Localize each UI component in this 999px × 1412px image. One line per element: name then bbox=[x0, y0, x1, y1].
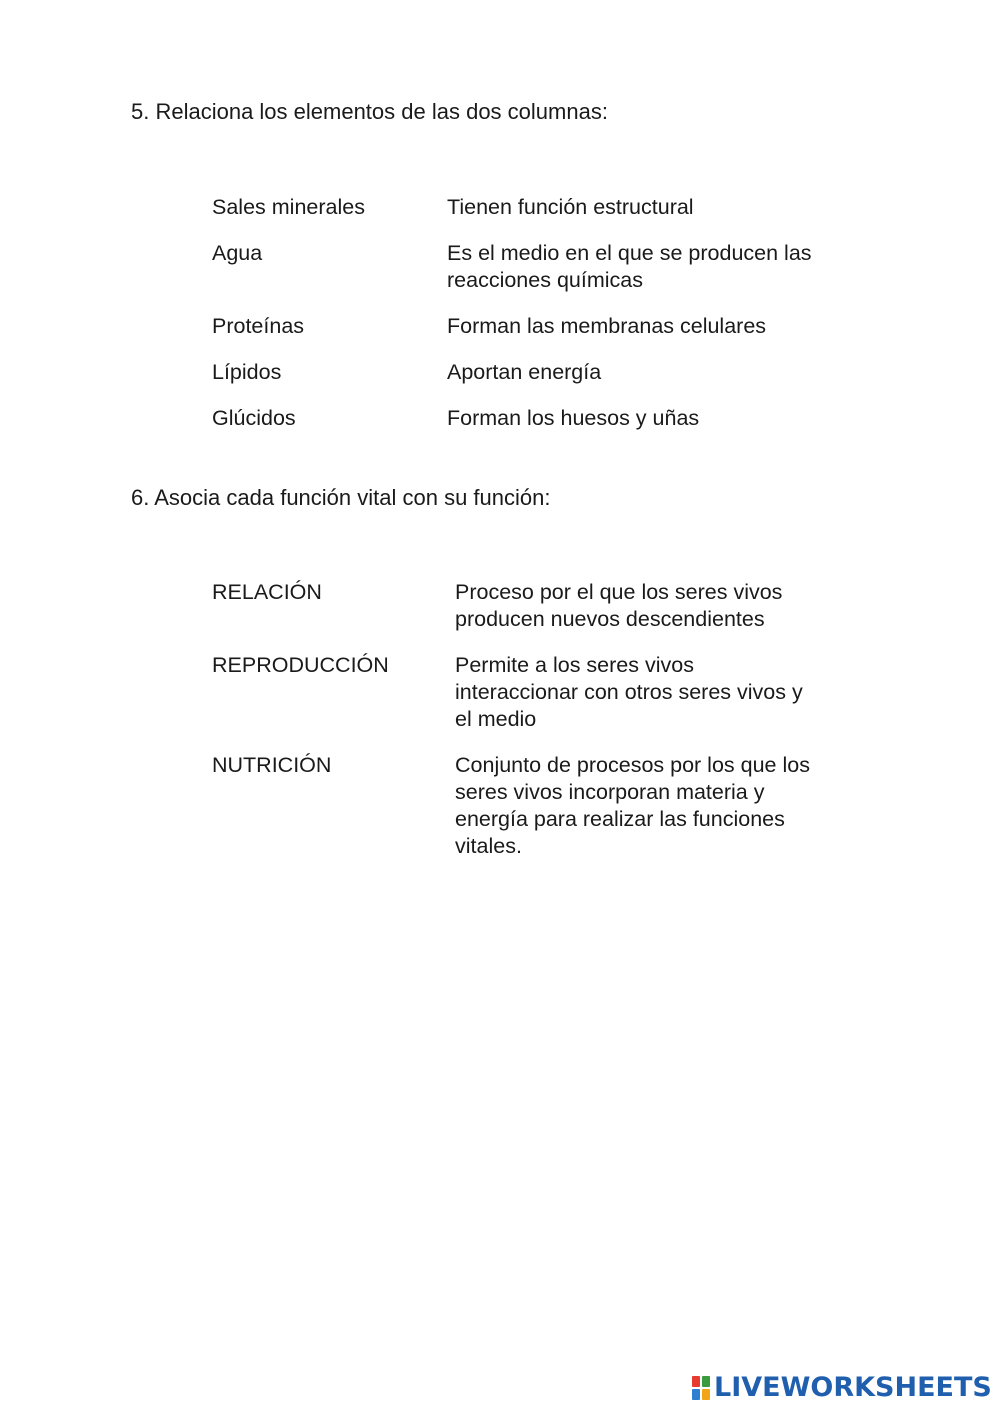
liveworksheets-logo bbox=[692, 1373, 992, 1403]
left-column-item[interactable]: Glúcidos bbox=[212, 406, 296, 430]
right-column-item[interactable]: Tienen función estructural bbox=[447, 195, 694, 219]
right-column-item[interactable]: Permite a los seres vivos interaccionar con otros seres vivos y el medio bbox=[455, 653, 803, 731]
logo-text: LIVEWORKSHEETS bbox=[714, 1372, 992, 1403]
right-column-item[interactable]: Aportan energía bbox=[447, 360, 602, 384]
logo-icon bbox=[692, 1376, 710, 1400]
match-row bbox=[212, 240, 872, 294]
match-row bbox=[212, 652, 872, 733]
right-column-item[interactable]: Proceso por el que los seres vivos producen nuevos descendientes bbox=[455, 580, 783, 631]
match-row bbox=[212, 194, 872, 221]
right-column-item[interactable]: Es el medio en el que se producen las reacciones químicas bbox=[447, 241, 812, 292]
right-column-item[interactable]: Forman los huesos y uñas bbox=[447, 406, 700, 430]
match-row bbox=[212, 752, 872, 860]
left-column-item[interactable]: NUTRICIÓN bbox=[212, 753, 332, 777]
logo-square-blue bbox=[692, 1389, 700, 1400]
question-6-title: 6. Asocia cada función vital con su función: bbox=[131, 485, 551, 510]
right-column-item[interactable]: Conjunto de procesos por los que los seres vivos incorporan materia y energía para realizar las funciones vitales. bbox=[455, 753, 810, 858]
right-column-item[interactable]: Forman las membranas celulares bbox=[447, 314, 767, 338]
left-column-item[interactable]: Proteínas bbox=[212, 314, 305, 338]
logo-square-green bbox=[702, 1376, 710, 1387]
left-column-item[interactable]: Sales minerales bbox=[212, 195, 365, 219]
left-column-item[interactable]: Lípidos bbox=[212, 360, 282, 384]
question-5-title: 5. Relaciona los elementos de las dos columnas: bbox=[131, 99, 608, 124]
logo-square-red bbox=[692, 1376, 700, 1387]
left-column-item[interactable]: RELACIÓN bbox=[212, 580, 322, 604]
match-row bbox=[212, 405, 872, 432]
logo-square-orange bbox=[702, 1389, 710, 1400]
question-6-match-list bbox=[212, 579, 872, 879]
left-column-item[interactable]: REPRODUCCIÓN bbox=[212, 653, 389, 677]
question-5-match-list bbox=[212, 194, 872, 451]
match-row bbox=[212, 313, 872, 340]
left-column-item[interactable]: Agua bbox=[212, 241, 263, 265]
match-row bbox=[212, 579, 872, 633]
match-row bbox=[212, 359, 872, 386]
